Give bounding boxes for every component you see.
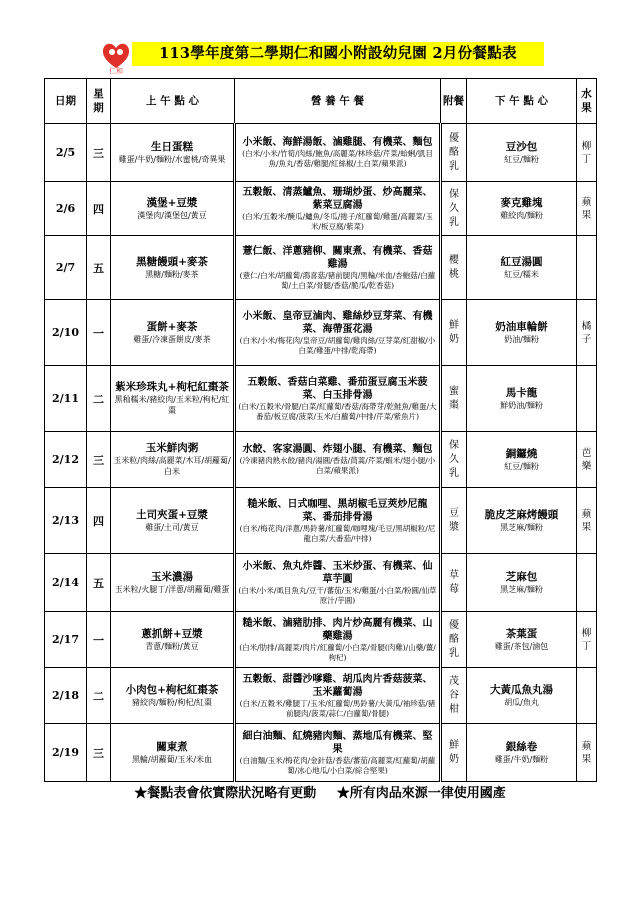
row-extra — [441, 488, 467, 554]
row-pm-snack — [467, 724, 577, 782]
fruit-text: 蘋果 — [581, 508, 592, 533]
row-extra — [441, 236, 467, 300]
pm-snack-ingredients: 黑芝麻/麵粉 — [500, 584, 543, 594]
am-snack-main: 玉米鮮肉粥 — [145, 442, 199, 454]
row-date: 2/14 — [45, 554, 87, 612]
am-snack-ingredients: 黑糖/麵粉/麥茶 — [145, 269, 199, 279]
row-lunch — [235, 668, 441, 724]
menu-body — [45, 124, 597, 782]
pm-snack-main: 茶葉蛋 — [505, 627, 538, 640]
row-day: 二 — [87, 668, 111, 724]
header-extra: 附餐 — [441, 79, 467, 124]
pm-snack-ingredients: 雞蛋/茶包/滷包 — [494, 641, 549, 651]
lunch-main: 五穀飯、香菇白菜雞、番茄蛋豆腐玉米菠菜、白玉排骨湯 — [247, 376, 428, 401]
row-fruit — [577, 124, 597, 182]
row-pm-snack — [467, 554, 577, 612]
am-snack-ingredients: 青蔥/麵粉/黃豆 — [145, 641, 199, 651]
menu-row — [45, 488, 597, 554]
row-fruit — [577, 432, 597, 488]
row-am-snack — [111, 488, 235, 554]
row-date: 2/13 — [45, 488, 87, 554]
row-pm-snack — [467, 432, 577, 488]
row-date: 2/11 — [45, 366, 87, 432]
pm-snack-main: 紅豆湯圓 — [500, 255, 543, 268]
row-date: 2/5 — [45, 124, 87, 182]
fruit-text: 蘋果 — [581, 740, 592, 765]
am-snack-main: 紫米珍珠丸+枸杞紅棗茶 — [115, 381, 229, 393]
am-snack-ingredients: 漢堡肉/漢堡包/黃豆 — [137, 210, 207, 220]
menu-row — [45, 554, 597, 612]
row-date: 2/7 — [45, 236, 87, 300]
pm-snack-main: 大黃瓜魚丸湯 — [490, 683, 553, 696]
row-fruit — [577, 300, 597, 366]
header-am-snack: 上 午 點 心 — [111, 79, 235, 124]
school-logo — [100, 38, 132, 74]
row-pm-snack — [467, 488, 577, 554]
row-fruit — [577, 488, 597, 554]
pm-snack-ingredients: 鮮奶油/麵粉 — [500, 400, 543, 410]
row-extra — [441, 612, 467, 668]
lunch-ingredients: (白米/小米/竹筍/肉絲/鮑魚/高麗菜/林珍菇/芹菜/蛤蜊/凱目魚/魚丸/香菇/雞腿/紅絲椒/土白菜/蘋果派) — [242, 149, 433, 168]
lunch-ingredients: (白米/五穀米/骨腿/白菜/紅蘿蔔/香菇/海帶芽/乾鮭魚/雞蛋/大番茄/板豆腐/菠菜/玉米/白蘿蔔/中排/芹菜/紫魚片) — [238, 401, 437, 421]
lunch-main: 薏仁飯、洋蔥豬柳、關東煮、有機菜、香菇雞湯 — [242, 245, 433, 270]
menu-row — [45, 182, 597, 236]
menu-row — [45, 612, 597, 668]
pm-snack-ingredients: 奶油/麵粉 — [504, 334, 539, 344]
lunch-main: 小米飯、魚丸炸醬、玉米炒蛋、有機菜、仙草芋圓 — [242, 560, 433, 585]
am-snack-main: 關東煮 — [156, 740, 188, 753]
logo-text: 仁和 — [109, 67, 123, 74]
row-lunch — [235, 236, 441, 300]
row-day: 四 — [87, 182, 111, 236]
menu-row — [45, 432, 597, 488]
row-am-snack — [111, 182, 235, 236]
row-day: 三 — [87, 432, 111, 488]
row-pm-snack — [467, 300, 577, 366]
pm-snack-ingredients: 黑芝麻/麵粉 — [500, 522, 543, 532]
menu-row — [45, 300, 597, 366]
pm-snack-main: 馬卡龍 — [505, 386, 538, 399]
row-lunch — [235, 724, 441, 782]
footnote-2: ★所有肉品來源一律使用國產 — [336, 786, 506, 801]
row-date: 2/6 — [45, 182, 87, 236]
extra-text: 鮮奶 — [449, 739, 459, 765]
row-day: 二 — [87, 366, 111, 432]
row-extra — [441, 668, 467, 724]
row-lunch — [235, 612, 441, 668]
extra-text: 草莓 — [449, 569, 459, 595]
row-lunch — [235, 124, 441, 182]
pm-snack-main: 脆皮芝麻烤饅頭 — [484, 508, 559, 521]
fruit-text: 蘋果 — [581, 196, 592, 221]
am-snack-ingredients: 豬絞肉/麵粉/枸杞/紅棗 — [131, 697, 213, 707]
row-day: 五 — [87, 236, 111, 300]
am-snack-ingredients: 玉米粒/肉絲/高麗菜/木耳/胡蘿蔔/白米 — [113, 456, 231, 476]
row-day: 三 — [87, 724, 111, 782]
row-lunch — [235, 182, 441, 236]
row-lunch — [235, 300, 441, 366]
menu-row — [45, 724, 597, 782]
row-lunch — [235, 554, 441, 612]
header-date: 日期 — [45, 79, 87, 124]
lunch-main: 小米飯、皇帝豆滷肉、雞絲炒豆芽菜、有機菜、海帶蛋花湯 — [242, 310, 433, 335]
menu-row — [45, 124, 597, 182]
row-am-snack — [111, 554, 235, 612]
header-row — [45, 79, 597, 124]
lunch-ingredients: (白米/小米/虱目魚丸/豆干/蕃茄/玉米/雞蛋/小白菜/粉圓/仙草原汁/芋圓) — [238, 585, 437, 605]
am-snack-main: 黑糖饅頭+麥茶 — [136, 255, 208, 268]
row-lunch — [235, 488, 441, 554]
row-am-snack — [111, 612, 235, 668]
row-day: 一 — [87, 612, 111, 668]
fruit-text: 柳丁 — [581, 140, 592, 165]
row-extra — [441, 554, 467, 612]
row-fruit — [577, 668, 597, 724]
am-snack-main: 蔥抓餅+豆漿 — [141, 627, 203, 640]
lunch-ingredients: (薏仁/白米/胡蘿蔔/鴻喜菇/豬前腿肉/黑輪/米血/杏鮑菇/白蘿蔔/土白菜/骨腿/香菇/脆瓜/乾香菇) — [239, 270, 436, 290]
row-am-snack — [111, 668, 235, 724]
row-day: 五 — [87, 554, 111, 612]
row-fruit — [577, 182, 597, 236]
row-fruit — [577, 366, 597, 432]
am-snack-main: 蛋餅+麥茶 — [146, 320, 198, 333]
row-extra — [441, 182, 467, 236]
row-date: 2/19 — [45, 724, 87, 782]
row-fruit — [577, 554, 597, 612]
extra-text: 櫻桃 — [449, 254, 459, 280]
pm-snack-ingredients: 胡瓜/魚丸 — [504, 697, 539, 707]
row-lunch — [235, 366, 441, 432]
am-snack-ingredients: 黑秈糯米/豬絞肉/玉米粒/枸杞/紅棗 — [114, 395, 230, 415]
lunch-ingredients: (冷凍豬肉熟水餃/豬肉/湯圓/香菇/茼蒿/芹菜/蝦米/翅小腿/小白菜/蘋果派) — [239, 456, 436, 475]
fruit-text: 柳丁 — [581, 627, 592, 652]
lunch-ingredients: (白米/小米/梅花肉/皇帝豆/胡蘿蔔/雞肉絲/豆芽菜/紅甜椒/小白菜/雞蛋/中排/乾海帶) — [239, 335, 436, 355]
am-snack-ingredients: 雞蛋/牛奶/麵粉/水蜜桃/奇異果 — [118, 154, 226, 164]
footnote-1: ★餐點表會依實際狀況略有更動 — [134, 786, 317, 801]
row-pm-snack — [467, 236, 577, 300]
row-pm-snack — [467, 612, 577, 668]
extra-text: 蜜棗 — [449, 385, 459, 411]
row-extra — [441, 300, 467, 366]
am-snack-ingredients: 玉米粒/火腿丁/洋蔥/胡蘿蔔/雞蛋 — [114, 584, 230, 594]
fruit-text: 橘子 — [581, 320, 592, 345]
pm-snack-main: 麥克雞塊 — [500, 196, 543, 209]
menu-row — [45, 366, 597, 432]
row-am-snack — [111, 432, 235, 488]
row-extra — [441, 366, 467, 432]
row-am-snack — [111, 724, 235, 782]
pm-snack-main: 銅鑼燒 — [505, 447, 538, 460]
row-lunch — [235, 432, 441, 488]
extra-text: 茂谷柑 — [449, 675, 459, 715]
header-pm-snack: 下 午 點 心 — [467, 79, 577, 124]
lunch-ingredients: (白油麵/玉米/梅花肉/金針菇/香菇/蕃茄/高麗菜/紅蘿蔔/胡蘿蔔/冰心地瓜/小白菜/綜合堅果) — [239, 755, 436, 775]
extra-text: 優酪乳 — [449, 132, 459, 172]
row-day: 三 — [87, 124, 111, 182]
pm-snack-ingredients: 紅豆/糯米 — [504, 269, 539, 279]
pm-snack-main: 芝麻包 — [505, 570, 538, 583]
lunch-ingredients: (白米/肋排/高麗菜/肉片/紅蘿蔔/小白菜/骨腿(肉雞)/山藥/薑/枸杞) — [239, 642, 436, 662]
lunch-main: 小米飯、海鮮湯飯、滷雞腿、有機菜、麵包 — [242, 137, 433, 148]
row-am-snack — [111, 300, 235, 366]
lunch-ingredients: (白米/五穀米/醃瓜/鱸魚/冬瓜/捲子/紅蘿蔔/雞蛋/高麗菜/玉米/板豆腐/紫菜) — [242, 211, 433, 231]
extra-text: 保久乳 — [449, 188, 459, 228]
lunch-main: 五穀飯、清蒸鱸魚、珊瑚炒蛋、炒高麗菜、紫菜豆腐湯 — [242, 186, 433, 211]
extra-text: 優酪乳 — [449, 619, 459, 659]
row-pm-snack — [467, 668, 577, 724]
extra-text: 鮮奶 — [449, 319, 459, 345]
row-extra — [441, 124, 467, 182]
pm-snack-main: 豆沙包 — [505, 140, 538, 153]
row-fruit — [577, 724, 597, 782]
header-fruit: 水果 — [577, 79, 597, 124]
row-fruit — [577, 236, 597, 300]
extra-text: 豆漿 — [449, 507, 459, 533]
pm-snack-ingredients: 雞蛋/牛奶/麵粉 — [494, 754, 549, 764]
lunch-ingredients: (白米/梅花肉/洋蔥/馬鈴薯/紅蘿蔔/咖哩塊/毛豆/黑胡椒粒/尼龍白菜/大番茄/中排) — [239, 523, 436, 543]
pm-snack-ingredients: 雞絞肉/麵粉 — [500, 210, 543, 220]
menu-row — [45, 236, 597, 300]
am-snack-ingredients: 雞蛋/冷凍蛋餅皮/麥茶 — [133, 334, 211, 344]
row-day: 四 — [87, 488, 111, 554]
header-lunch: 營 養 午 餐 — [235, 79, 441, 124]
pm-snack-ingredients: 紅豆/麵粉 — [504, 154, 539, 164]
row-pm-snack — [467, 182, 577, 236]
lunch-main: 糙米飯、日式咖哩、黑胡椒毛豆莢炒尼龍菜、番茄排骨湯 — [247, 498, 428, 523]
lunch-main: 細白油麵、紅燒豬肉麵、蒸地瓜有機菜、堅果 — [242, 730, 433, 755]
am-snack-main: 漢堡+豆漿 — [146, 196, 198, 209]
pm-snack-main: 奶油車輪餅 — [495, 320, 548, 333]
am-snack-main: 小肉包+枸杞紅棗茶 — [125, 683, 219, 696]
am-snack-ingredients: 雞蛋/土司/黃豆 — [145, 522, 199, 532]
row-am-snack — [111, 124, 235, 182]
row-date: 2/12 — [45, 432, 87, 488]
row-am-snack — [111, 236, 235, 300]
footnotes — [0, 782, 640, 801]
am-snack-main: 玉米濃湯 — [151, 570, 193, 583]
page-title: 113學年度第二學期仁和國小附設幼兒園 2月份餐點表 — [132, 42, 544, 66]
row-am-snack — [111, 366, 235, 432]
lunch-main: 五穀飯、甜醬沙嗲雞、胡瓜肉片香菇菠菜、玉米蘿蔔湯 — [242, 673, 433, 698]
am-snack-ingredients: 黑輪/胡蘿蔔/玉米/米血 — [131, 754, 213, 764]
menu-table — [44, 78, 597, 782]
row-extra — [441, 432, 467, 488]
fruit-text: 芭樂 — [581, 447, 592, 472]
row-date: 2/18 — [45, 668, 87, 724]
am-snack-main: 生日蛋糕 — [151, 140, 193, 153]
row-pm-snack — [467, 124, 577, 182]
row-date: 2/10 — [45, 300, 87, 366]
pm-snack-main: 銀絲卷 — [505, 740, 538, 753]
row-fruit — [577, 612, 597, 668]
row-pm-snack — [467, 366, 577, 432]
extra-text: 保久乳 — [449, 439, 459, 479]
row-date: 2/17 — [45, 612, 87, 668]
lunch-ingredients: (白米/五穀米/雞腿丁/玉米/紅蘿蔔/馬鈴薯/大黃瓜/袖珍菇/豬前腿肉/菠菜/蒜仁/白蘿蔔/骨腿) — [239, 698, 436, 718]
menu-row — [45, 668, 597, 724]
row-day: 一 — [87, 300, 111, 366]
header-day: 星期 — [87, 79, 111, 124]
am-snack-main: 土司夾蛋+豆漿 — [136, 508, 208, 521]
lunch-main: 水餃、客家湯圓、炸翅小腿、有機菜、麵包 — [242, 444, 433, 455]
row-extra — [441, 724, 467, 782]
lunch-main: 糙米飯、滷豬肋排、肉片炒高麗有機菜、山藥雞湯 — [242, 617, 433, 642]
pm-snack-ingredients: 紅豆/麵粉 — [504, 461, 539, 471]
